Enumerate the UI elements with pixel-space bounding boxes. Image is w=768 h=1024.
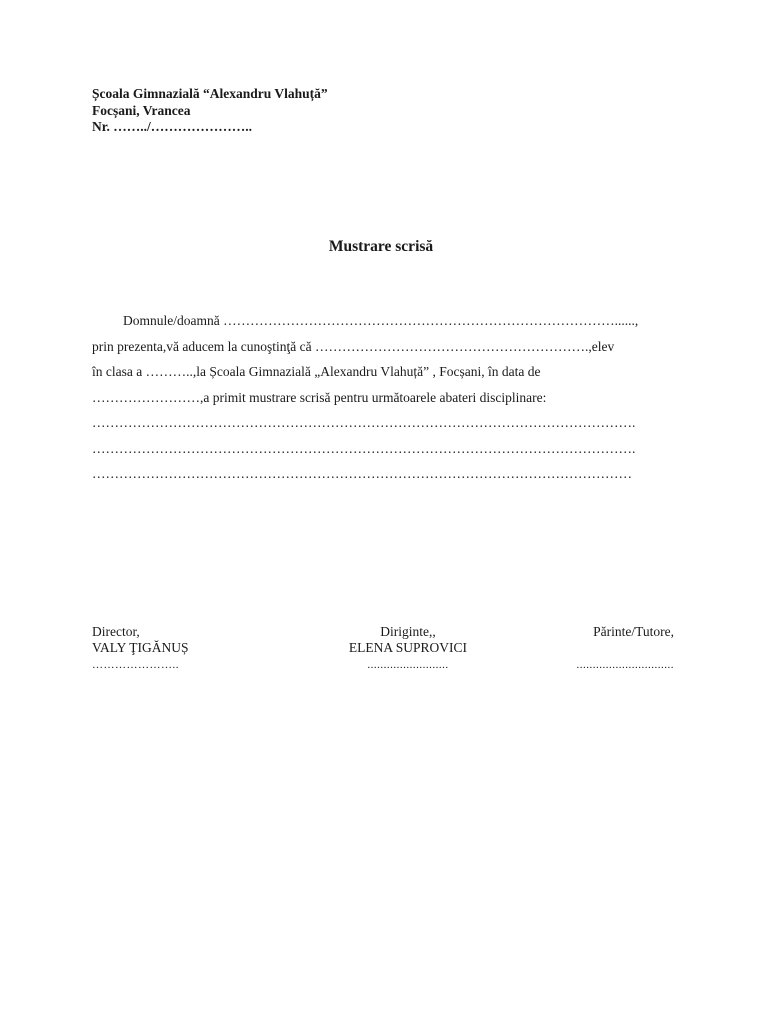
diriginte-name: ELENA SUPROVICI <box>348 640 468 655</box>
diriginte-signature-line: ......................... <box>367 659 449 671</box>
body-line-date: ……………………,a primit mustrare scrisă pentru următoarele abateri disciplinare: <box>92 390 547 405</box>
parinte-label: Părinte/Tutore, <box>593 624 674 639</box>
document-header <box>92 86 328 136</box>
school-name: Școala Gimnazială “Alexandru Vlahuță” <box>92 86 328 101</box>
body-line-class: în clasa a ………..,la Școala Gimnazială „Alexandru Vlahuță” , Focșani, în data de <box>92 364 541 379</box>
signature-parinte <box>548 624 674 672</box>
body-line-blank-2: …………………………………………………………………………………………………………. <box>92 441 636 456</box>
signature-director <box>92 624 189 672</box>
body-line-blank-3: ………………………………………………………………………………………………………… <box>92 466 632 481</box>
diriginte-label: Diriginte,, <box>380 624 436 639</box>
parinte-name-spacer <box>548 640 674 656</box>
body-line-blank-1: …………………………………………………………………………………………………………. <box>92 415 636 430</box>
body-line-student: prin prezenta,vă aducem la cunoştinţă că …………………………………………………….,elev <box>92 339 615 354</box>
registration-number: Nr. ……../………………….. <box>92 119 253 134</box>
document-title: Mustrare scrisă <box>328 238 434 255</box>
signature-diriginte <box>338 624 478 672</box>
director-name: VALY ŢIGĂNUȘ <box>92 640 189 655</box>
school-city: Focșani, Vrancea <box>92 102 191 118</box>
director-signature-line: ………………….. <box>92 659 179 671</box>
parinte-signature-line: .............................. <box>576 659 674 671</box>
director-label: Director, <box>92 624 140 639</box>
body-line-addressee: Domnule/doamnă ……………………………………………………………………………......, <box>123 313 639 328</box>
